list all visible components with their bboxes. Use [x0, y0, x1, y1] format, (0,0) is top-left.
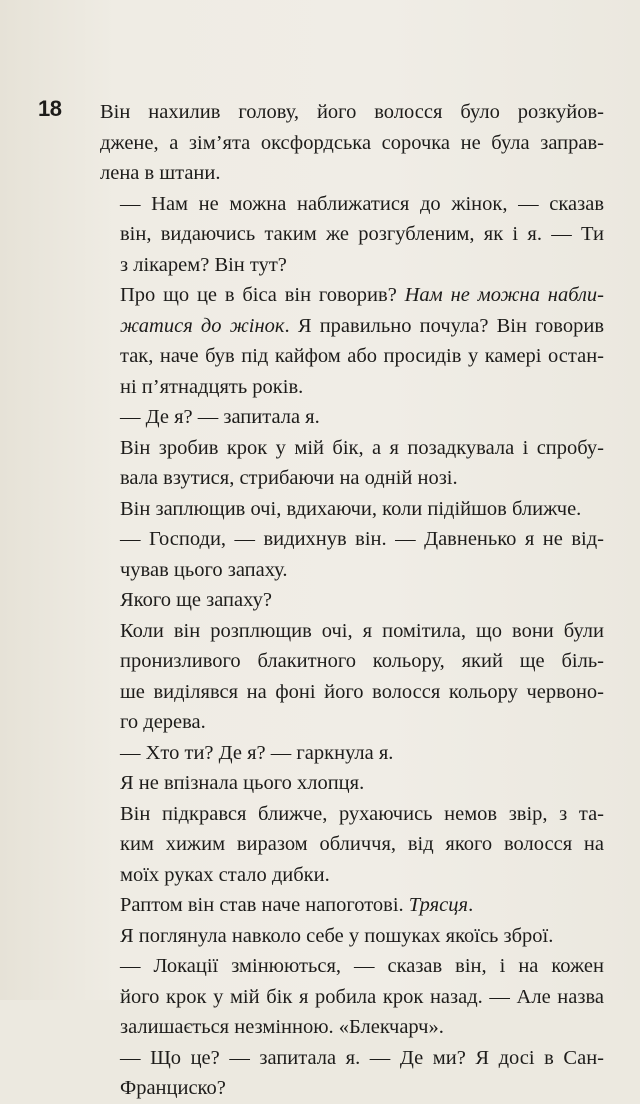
text-line — [100, 128, 604, 159]
text-line — [100, 311, 604, 342]
text-line — [100, 951, 604, 982]
text-line — [100, 555, 604, 586]
text-segment: джене, а зім’ята оксфордська сорочка не була заправ- — [100, 131, 604, 154]
text-line — [100, 799, 604, 830]
text-line — [100, 646, 604, 677]
text-line — [100, 189, 604, 220]
text-line — [100, 677, 604, 708]
text-segment: — Локації змінюються, — сказав він, і на кожен — [120, 955, 604, 977]
text-line — [100, 890, 604, 921]
paragraph — [100, 494, 604, 525]
text-segment: моїх руках стало дибки. — [120, 863, 330, 886]
italic-text: жатися до жінок — [120, 314, 285, 337]
text-segment: його крок у мій бік я робила крок назад. — Але назва — [120, 985, 604, 1008]
text-line — [100, 372, 604, 403]
text-segment: го дерева. — [120, 711, 206, 733]
text-segment: — Господи, — видихнув він. — Давненько я не від- — [120, 528, 604, 550]
text-segment: . — [468, 894, 474, 916]
text-segment: так, наче був під кайфом або просидів у камері остан- — [120, 345, 604, 367]
text-segment: Я поглянула навколо себе у пошуках якоїсь зброї. — [120, 924, 554, 947]
text-segment: Раптом він став наче напоготові. — [120, 894, 409, 916]
paragraph — [100, 433, 604, 494]
text-segment: пронизливого блакитного кольору, який ще біль- — [120, 650, 604, 672]
text-line — [100, 402, 604, 433]
paragraph — [100, 402, 604, 433]
paragraph — [100, 951, 604, 1043]
text-line — [100, 158, 604, 189]
text-line — [100, 97, 604, 128]
text-segment: — Хто ти? Де я? — гаркнула я. — [120, 741, 394, 764]
paragraph — [100, 524, 604, 585]
text-segment: вала взутися, стрибаючи на одній нозі. — [120, 467, 458, 489]
text-line — [100, 250, 604, 281]
paragraph — [100, 738, 604, 769]
paragraph — [100, 189, 604, 281]
text-line — [100, 829, 604, 860]
text-line — [100, 738, 604, 769]
text-line — [100, 1043, 604, 1074]
text-segment: . Я правильно почула? Він говорив — [284, 314, 604, 337]
paragraph — [100, 97, 604, 189]
paragraph — [100, 585, 604, 616]
text-line — [100, 616, 604, 647]
text-segment: Коли він розплющив очі, я помітила, що вони були — [120, 619, 604, 642]
paragraph — [100, 890, 604, 921]
text-line — [100, 585, 604, 616]
text-segment: лена в штани. — [100, 162, 221, 184]
text-line — [100, 768, 604, 799]
text-segment: він, видаючись таким же розгубленим, як і я. — Ти — [120, 223, 604, 245]
text-segment: — Що це? — запитала я. — Де ми? Я досі в Сан- — [120, 1046, 604, 1069]
text-segment: чував цього запаху. — [120, 558, 288, 581]
paragraph — [100, 921, 604, 952]
text-line — [100, 982, 604, 1013]
text-line — [100, 433, 604, 464]
text-line — [100, 1012, 604, 1043]
text-line — [100, 921, 604, 952]
text-line — [100, 524, 604, 555]
paragraph — [100, 799, 604, 891]
text-segment: Він заплющив очі, вдихаючи, коли підійшов ближче. — [120, 497, 582, 520]
paragraph — [100, 1043, 604, 1104]
text-segment: Франциско? — [120, 1077, 226, 1099]
paragraph — [100, 280, 604, 402]
text-segment: — Нам не можна наближатися до жінок, — сказав — [120, 192, 604, 215]
text-line — [100, 1073, 604, 1104]
text-segment: Я не впізнала цього хлопця. — [120, 772, 365, 794]
paragraph — [100, 616, 604, 738]
text-segment: ні п’ятнадцять років. — [120, 375, 304, 398]
text-segment: залишається незмінною. «Блекчарч». — [120, 1016, 444, 1038]
text-segment: Про що це в біса він говорив? — [120, 284, 405, 306]
text-segment: Він зробив крок у мій бік, а я позадкувала і спробу- — [120, 436, 604, 459]
text-segment: ше виділявся на фоні його волосся кольору червоно- — [120, 680, 604, 703]
text-line — [100, 707, 604, 738]
text-segment: Якого ще запаху? — [120, 589, 272, 611]
body-text — [100, 97, 604, 1104]
text-line — [100, 341, 604, 372]
page-number: 18 — [38, 96, 62, 121]
text-segment: ким хижим виразом обличчя, від якого волосся на — [120, 833, 604, 855]
text-line — [100, 219, 604, 250]
text-segment: Він підкрався ближче, рухаючись немов звір, з та- — [120, 802, 604, 825]
text-line — [100, 494, 604, 525]
text-line — [100, 860, 604, 891]
text-segment: — Де я? — запитала я. — [120, 406, 320, 428]
text-line — [100, 463, 604, 494]
text-segment: Він нахилив голову, його волосся було розкуйов- — [100, 101, 604, 123]
text-segment: з лікарем? Він тут? — [120, 253, 287, 276]
paragraph — [100, 768, 604, 799]
italic-text: Нам не можна набли- — [404, 284, 605, 306]
italic-text: Трясця — [408, 894, 469, 916]
text-line — [100, 280, 604, 311]
